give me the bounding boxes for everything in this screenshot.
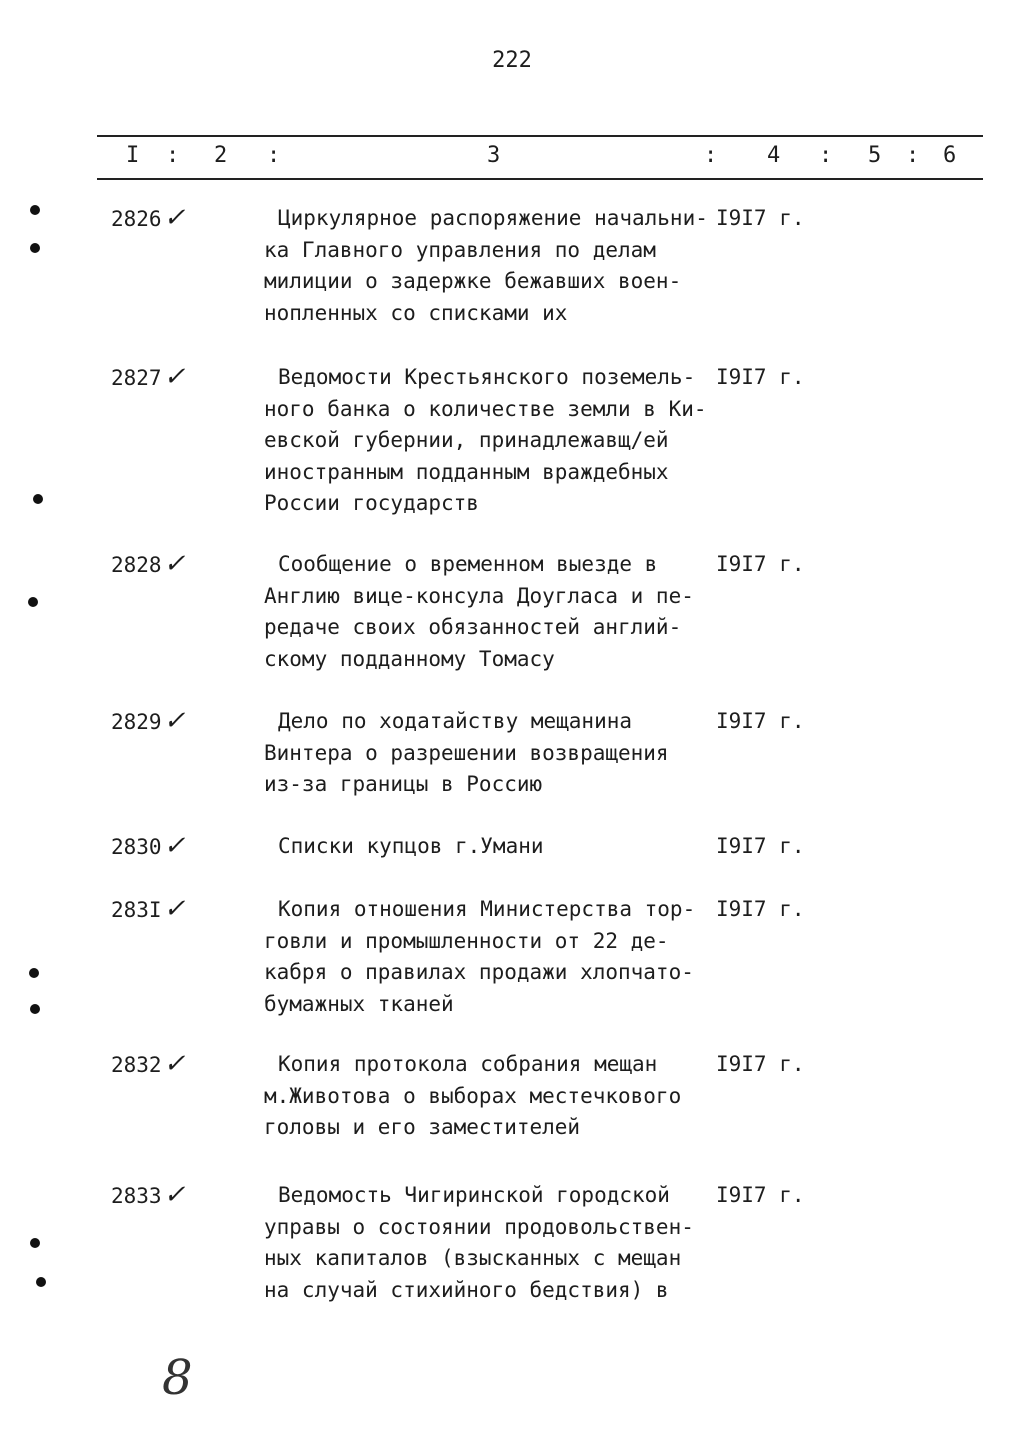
- description-line: евской губернии, принадлежавщ/ей: [264, 428, 669, 452]
- description-line: кабря о правилах продажи хлопчато-: [264, 960, 694, 984]
- entry-number-text: 2826: [111, 207, 162, 231]
- checkmark-icon: ✓: [163, 831, 186, 861]
- entry-description: [264, 894, 714, 1020]
- description-line: России государств: [264, 491, 479, 515]
- handwritten-sheet-mark: 8: [162, 1350, 193, 1406]
- column-separator: :: [267, 143, 281, 168]
- entry-year: I9I7 г.: [716, 897, 805, 921]
- column-separator: :: [704, 143, 718, 168]
- entry-number: [111, 1049, 185, 1082]
- binding-hole: [30, 1238, 40, 1248]
- entry-number-text: 2833: [111, 1184, 162, 1208]
- entry-number-text: 2828: [111, 553, 162, 577]
- entry-description: [264, 1049, 714, 1144]
- description-line: ка Главного управления по делам: [264, 237, 656, 262]
- description-line: м.Животова о выборах местечкового: [264, 1083, 682, 1108]
- entry-year: I9I7 г.: [716, 365, 805, 389]
- description-line: милиции о задержке бежавших воен-: [264, 269, 682, 293]
- checkmark-icon: ✓: [163, 203, 186, 233]
- description-line: Ведомость Чигиринской городской: [278, 1183, 670, 1207]
- entry-number: [111, 362, 185, 395]
- binding-hole: [28, 597, 38, 607]
- description-line: управы о состоянии продовольствен-: [264, 1214, 694, 1239]
- description-line: бумажных тканей: [264, 991, 454, 1016]
- checkmark-icon: ✓: [163, 1049, 186, 1079]
- column-5-label: 5: [868, 143, 882, 168]
- page-number: 222: [492, 48, 532, 73]
- column-separator: :: [819, 143, 833, 168]
- description-line: ных капиталов (взысканных с мещан: [264, 1246, 682, 1270]
- entry-number-text: 2830: [111, 835, 162, 859]
- description-line: головы и его заместителей: [264, 1115, 581, 1139]
- binding-hole: [33, 494, 43, 504]
- entry-number: [111, 1180, 185, 1213]
- column-6-label: 6: [943, 143, 957, 168]
- entry-description: [264, 706, 714, 801]
- description-line: иностранным подданным враждебных: [264, 459, 669, 484]
- description-line: Винтера о разрешении возвращения: [264, 740, 669, 765]
- binding-hole: [36, 1277, 46, 1287]
- description-line: Дело по ходатайству мещанина: [278, 709, 633, 733]
- description-line: Списки купцов г.Умани: [278, 834, 544, 858]
- entry-year: I9I7 г.: [716, 206, 805, 230]
- column-1-label: I: [126, 143, 140, 168]
- entry-description: [264, 362, 714, 520]
- entry-year: I9I7 г.: [716, 1183, 805, 1207]
- column-separator: :: [906, 143, 920, 168]
- checkmark-icon: ✓: [163, 894, 186, 924]
- entry-description: [264, 549, 714, 675]
- entry-year: I9I7 г.: [716, 834, 805, 858]
- binding-hole: [29, 968, 39, 978]
- entry-number-text: 283I: [111, 898, 162, 922]
- description-line: говли и промышленности от 22 де-: [264, 928, 669, 953]
- checkmark-icon: ✓: [163, 549, 186, 579]
- entry-number: [111, 203, 185, 236]
- binding-hole: [30, 243, 40, 253]
- checkmark-icon: ✓: [163, 1180, 186, 1210]
- binding-hole: [30, 1004, 40, 1014]
- checkmark-icon: ✓: [163, 362, 186, 392]
- description-line: из-за границы в Россию: [264, 772, 543, 796]
- description-line: скому подданному Томасу: [264, 646, 555, 671]
- entry-number: [111, 894, 185, 927]
- entry-description: [264, 831, 714, 863]
- description-line: Англию вице-консула Доугласа и пе-: [264, 583, 694, 608]
- description-line: Копия отношения Министерства тор-: [278, 897, 696, 921]
- entry-number-text: 2827: [111, 366, 162, 390]
- description-line: редаче своих обязанностей англий-: [264, 615, 682, 639]
- entry-description: [264, 203, 714, 329]
- column-4-label: 4: [767, 143, 781, 168]
- entry-year: I9I7 г.: [716, 709, 805, 733]
- entry-number-text: 2829: [111, 710, 162, 734]
- entry-number: [111, 831, 185, 864]
- column-2-label: 2: [214, 143, 228, 168]
- header-top-rule: [97, 135, 983, 137]
- column-separator: :: [166, 143, 180, 168]
- description-line: нопленных со списками их: [264, 300, 568, 325]
- checkmark-icon: ✓: [163, 706, 186, 736]
- column-header: [0, 143, 1024, 173]
- binding-hole: [30, 205, 40, 215]
- column-3-label: 3: [487, 143, 501, 168]
- entry-year: I9I7 г.: [716, 1052, 805, 1076]
- entry-year: I9I7 г.: [716, 552, 805, 576]
- description-line: Циркулярное распоряжение начальни-: [278, 206, 708, 230]
- description-line: на случай стихийного бедствия) в: [264, 1277, 669, 1302]
- description-line: Копия протокола собрания мещан: [278, 1052, 658, 1076]
- description-line: Сообщение о временном выезде в: [278, 552, 658, 576]
- entry-description: [264, 1180, 714, 1306]
- entry-number: [111, 549, 185, 582]
- description-line: ного банка о количестве земли в Ки-: [264, 396, 707, 421]
- header-bottom-rule: [97, 178, 983, 180]
- description-line: Ведомости Крестьянского поземель-: [278, 365, 696, 389]
- entry-number: [111, 706, 185, 739]
- entry-number-text: 2832: [111, 1053, 162, 1077]
